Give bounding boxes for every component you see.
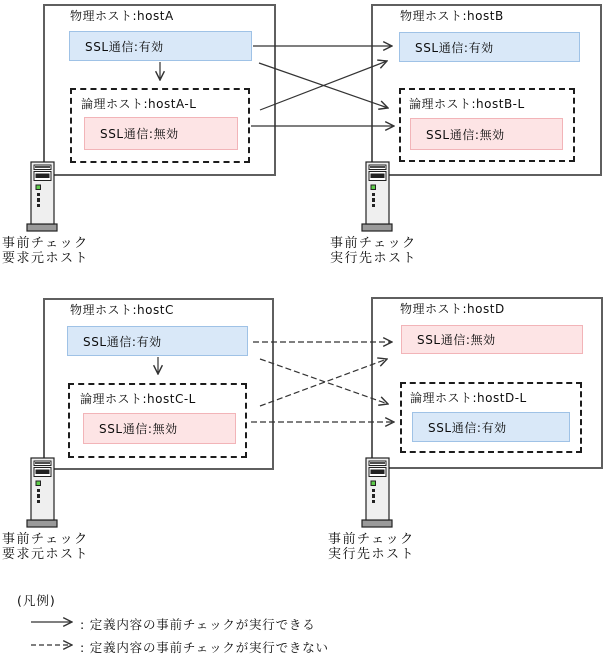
arrow-hostC-L-to-hostD xyxy=(260,359,387,406)
server-tower-icon xyxy=(22,161,62,233)
caption-line: 事前チェック xyxy=(330,236,417,251)
ssl-status-hostC: SSL通信:有効 xyxy=(67,326,248,356)
server-tower-icon xyxy=(22,457,62,529)
caption-target-bottom xyxy=(328,532,415,562)
server-tower-icon xyxy=(357,457,397,529)
ssl-status-hostA-L: SSL通信:無効 xyxy=(84,117,238,150)
caption-line: 要求元ホスト xyxy=(2,547,90,562)
logical-host-title-hostA-L: 論理ホスト:hostA-L xyxy=(81,97,197,111)
arrow-hostC-to-hostD-L xyxy=(260,359,388,404)
physical-host-title-hostD: 物理ホスト:hostD xyxy=(400,302,505,316)
ssl-status-hostC-L: SSL通信:無効 xyxy=(83,413,236,444)
ssl-status-hostB-L: SSL通信:無効 xyxy=(410,118,563,150)
ssl-status-hostB: SSL通信:有効 xyxy=(399,32,580,62)
physical-host-title-hostA: 物理ホスト:hostA xyxy=(70,9,174,23)
caption-line: 事前チェック xyxy=(2,236,89,251)
caption-line: 要求元ホスト xyxy=(2,251,90,266)
server-tower-icon xyxy=(357,161,397,233)
logical-host-title-hostB-L: 論理ホスト:hostB-L xyxy=(409,97,525,111)
legend-title: (凡例) xyxy=(17,593,56,608)
logical-host-title-hostD-L: 論理ホスト:hostD-L xyxy=(410,391,527,405)
server-icon-target-bottom xyxy=(357,457,397,529)
caption-requester-bottom xyxy=(2,532,89,562)
server-icon-requester-top xyxy=(22,161,62,233)
caption-line: 事前チェック xyxy=(2,532,89,547)
legend-item-solid: : 定義内容の事前チェックが実行できる xyxy=(80,617,316,632)
caption-line: 実行先ホスト xyxy=(330,251,418,266)
ssl-status-hostA: SSL通信:有効 xyxy=(69,31,252,61)
server-icon-target-top xyxy=(357,161,397,233)
legend-item-dashed: : 定義内容の事前チェックが実行できない xyxy=(80,640,329,655)
ssl-status-hostD: SSL通信:無効 xyxy=(401,325,583,354)
logical-host-title-hostC-L: 論理ホスト:hostC-L xyxy=(80,392,196,406)
caption-requester-top xyxy=(2,236,89,266)
arrow-hostA-L-to-hostB xyxy=(260,61,387,110)
physical-host-title-hostB: 物理ホスト:hostB xyxy=(400,9,504,23)
server-icon-requester-bottom xyxy=(22,457,62,529)
caption-target-top xyxy=(330,236,417,266)
arrow-hostA-to-hostB-L xyxy=(259,63,388,108)
caption-line: 事前チェック xyxy=(328,532,415,547)
ssl-status-hostD-L: SSL通信:有効 xyxy=(412,412,570,442)
caption-line: 実行先ホスト xyxy=(328,547,416,562)
physical-host-title-hostC: 物理ホスト:hostC xyxy=(70,303,174,317)
